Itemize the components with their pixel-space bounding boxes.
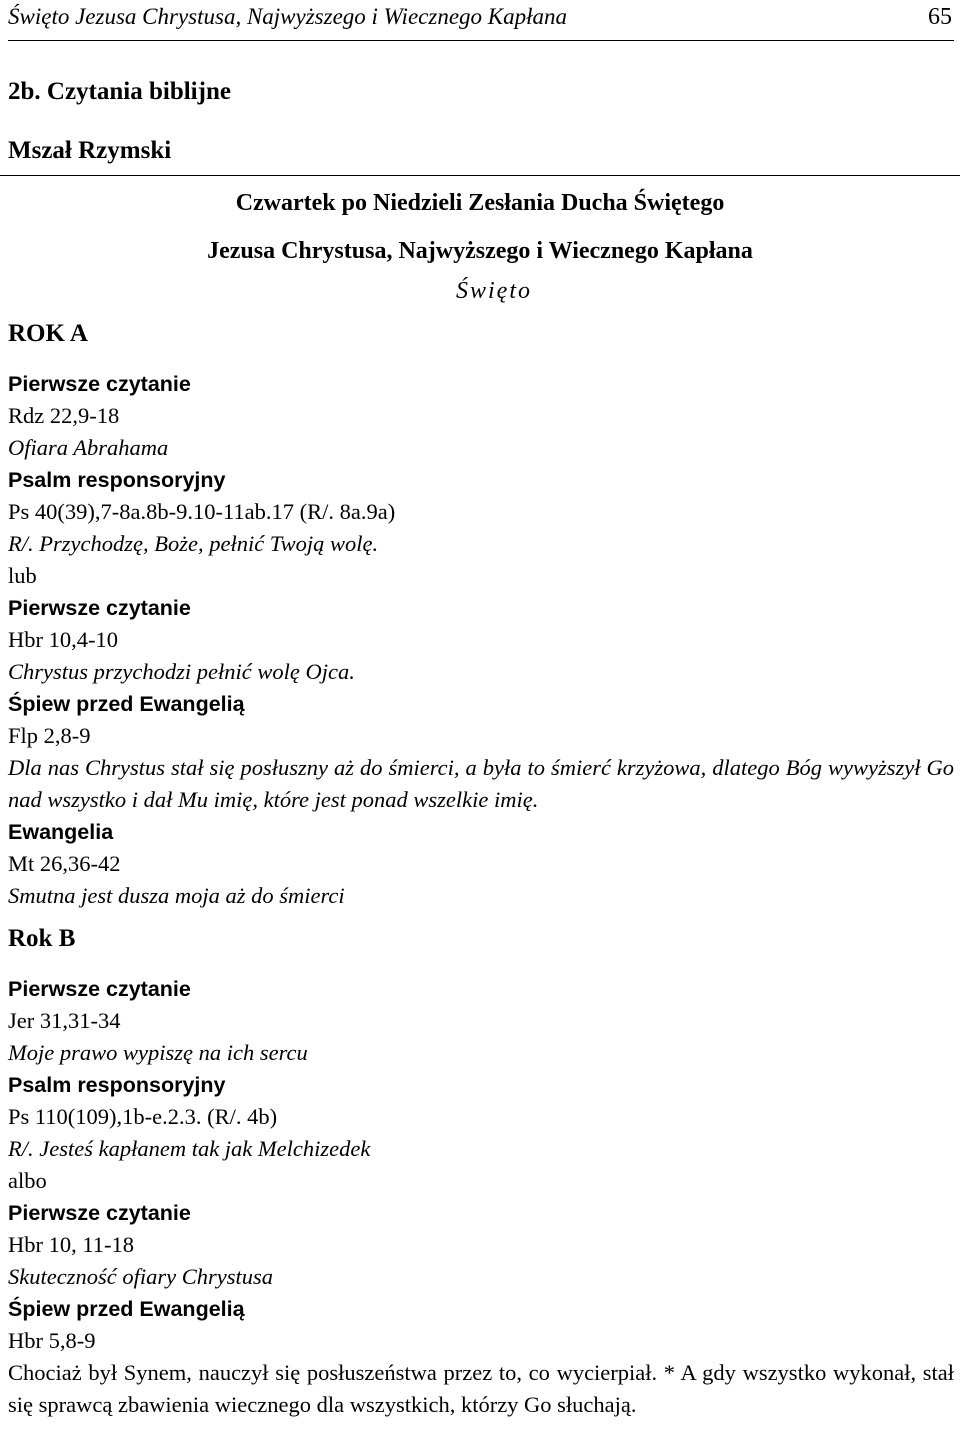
acclamation-label: Śpiew przed Ewangelią: [8, 1297, 245, 1321]
missal-title: Mszał Rzymski: [8, 137, 172, 164]
alt-reading-label: Pierwsze czytanie: [8, 596, 191, 620]
acclamation-text: Chociaż był Synem, nauczył się posłuszeństwa przez to, co wycierpiał. * A gdy wszystko wykonał, stał się sprawcą zbawienia wiecznego dla wszystkich, którzy Go słuchają.: [8, 1360, 954, 1417]
acclamation-label: Śpiew przed Ewangelią: [8, 692, 245, 716]
first-reading-label: Pierwsze czytanie: [8, 372, 191, 396]
feast-rank: Święto: [456, 278, 532, 304]
psalm-ref: Ps 40(39),7-8a.8b-9.10-11ab.17 (R/. 8a.9a): [8, 499, 396, 524]
gospel-label: Ewangelia: [8, 820, 114, 844]
acclamation-ref: Hbr 5,8-9: [8, 1328, 96, 1353]
divider: [0, 175, 960, 176]
gospel-title: Smutna jest dusza moja aż do śmierci: [8, 883, 345, 908]
page-header: [8, 0, 954, 41]
acclamation-ref: Flp 2,8-9: [8, 723, 91, 748]
section-title: 2b. Czytania biblijne: [8, 78, 231, 105]
feast-title-line1: Czwartek po Niedzieli Zesłania Ducha Świętego: [235, 190, 725, 216]
psalm-ref: Ps 110(109),1b-e.2.3. (R/. 4b): [8, 1104, 278, 1129]
psalm-label: Psalm responsoryjny: [8, 468, 226, 492]
or-text: lub: [8, 563, 37, 588]
header-title: Święto Jezusa Chrystusa, Najwyższego i Wiecznego Kapłana: [8, 4, 568, 29]
first-reading-label: Pierwsze czytanie: [8, 977, 191, 1001]
feast-title-line2: Jezusa Chrystusa, Najwyższego i Wiecznego Kapłana: [207, 238, 753, 264]
first-reading-ref: Rdz 22,9-18: [8, 403, 120, 428]
acclamation-text: Dla nas Chrystus stał się posłuszny aż do śmierci, a była to śmierć krzyżowa, dlatego Bóg wywyższył Go nad wszystko i dał Mu imię, które jest ponad wszelkie imię.: [8, 755, 954, 812]
or-text: albo: [8, 1168, 47, 1193]
alt-reading-title: Skuteczność ofiary Chrystusa: [8, 1264, 273, 1289]
alt-reading-ref: Hbr 10, 11-18: [8, 1232, 135, 1257]
psalm-label: Psalm responsoryjny: [8, 1073, 226, 1097]
first-reading-title: Ofiara Abrahama: [8, 435, 169, 460]
page-number: 65: [928, 4, 952, 30]
first-reading-title: Moje prawo wypiszę na ich sercu: [8, 1040, 308, 1065]
year-b-title: Rok B: [8, 925, 76, 952]
alt-reading-label: Pierwsze czytanie: [8, 1201, 191, 1225]
alt-reading-ref: Hbr 10,4-10: [8, 627, 118, 652]
year-a-title: ROK A: [8, 320, 88, 347]
gospel-ref: Mt 26,36-42: [8, 851, 121, 876]
first-reading-ref: Jer 31,31-34: [8, 1008, 121, 1033]
psalm-response: R/. Jesteś kapłanem tak jak Melchizedek: [8, 1136, 371, 1161]
alt-reading-title: Chrystus przychodzi pełnić wolę Ojca.: [8, 659, 355, 684]
psalm-response: R/. Przychodzę, Boże, pełnić Twoją wolę.: [8, 531, 379, 556]
